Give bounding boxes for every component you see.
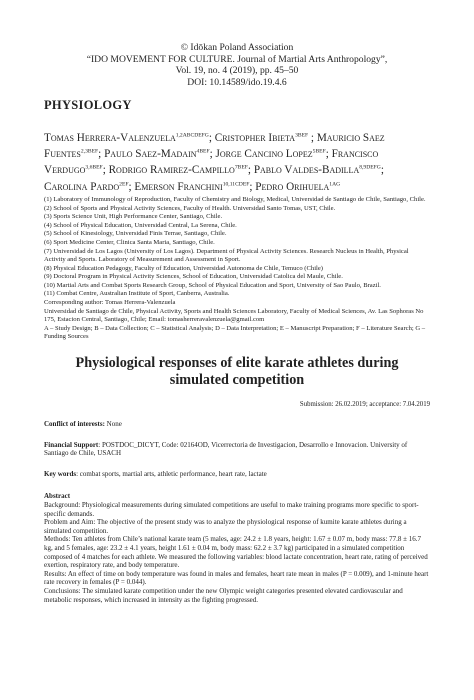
author-affiliation-marks: 7BEF: [234, 164, 248, 171]
author-affiliation-marks: 10,11CDEF: [222, 180, 250, 187]
author: [44, 132, 215, 144]
abstract-methods: Methods: Ten athletes from Chile’s national karate team (5 males, age: 24.2 ± 1.8 years, height: 1.67 ± 0.07 m, body mass: 77.8 ± 16.7 kg, and 5 females, age: 23.2 ± 4.1 years, height 1.61 ± 0.04 m, body mass: 62.2 ± 3.7 kg) participated in a simulated competition composed of 4 matches for each athlete. We measured the following variables: blood lactate concentration, heart rate, rating of perceived exertion, respiratory rate, and body temperature.: [44, 535, 428, 570]
author-name: Jorge Cancino Lopez: [215, 148, 313, 161]
author-name: Tomas Herrera-Valenzuela: [44, 132, 176, 145]
author-separator: ;: [380, 164, 384, 177]
submission-dates: Submission: 26.02.2019; acceptance: 7.04.2019: [299, 401, 430, 409]
conflict-value: None: [104, 420, 122, 429]
section-heading: PHYSIOLOGY: [44, 98, 132, 113]
author-affiliation-marks: 5BEF: [312, 148, 326, 155]
author-name: Pedro Orihuela: [255, 180, 330, 193]
author-separator: ;: [208, 132, 215, 145]
author-name: Mauricio Saez Fuentes: [44, 132, 385, 161]
abstract-results: Results: An effect of time on body temperature was found in males and females, heart rate mean in males (P = 0.009), and 1-minute heart rate recovery in females (P = 0.044).: [44, 569, 429, 587]
author-separator: ;: [247, 164, 252, 177]
conflict-label: Conflict of interests:: [44, 420, 105, 429]
corresponding-address: Universidad de Santiago de Chile, Physical Activity, Sports and Health Sciences Laboratory, Faculty of Medical Sciences, Av. Las Sophoras No 175, Estacion Central, Santiago, Chile; Email: tomasherreravalenzuela@gmail.com: [44, 307, 424, 324]
author-affiliation-marks: 2EF: [119, 180, 129, 187]
author-separator: ;: [209, 148, 216, 161]
contribution-legend: A – Study Design; B – Data Collection; C – Statistical Analysis; D – Data Interpretation; E – Manuscript Preparation; F – Literature Search; G – Funding Sources: [44, 324, 426, 341]
author: [104, 148, 215, 160]
author-separator: ;: [98, 148, 105, 161]
abstract: [44, 492, 430, 604]
journal-name: “IDO MOVEMENT FOR CULTURE. Journal of Martial Arts Anthropology”,: [86, 53, 388, 65]
author-list: [44, 129, 430, 194]
volume-info: Vol. 19, no. 4 (2019), pp. 45–50: [175, 65, 299, 77]
author-name: Francisco Verdugo: [44, 148, 379, 177]
affiliation: (2) School of Sports and Physical Activity Sciences, Faculty of Health. Universidad Santo Tomas, UST, Chile.: [44, 204, 336, 212]
author-affiliation-marks: 1AG: [329, 180, 341, 187]
author-affiliation-marks: 3BEF: [295, 132, 309, 139]
affiliation: (9) Doctoral Program in Physical Activity Sciences, School of Education, Universidad Catolica del Maule, Chile.: [44, 273, 343, 281]
author: [216, 148, 329, 160]
journal-header: [44, 0, 430, 88]
author-separator: ;: [102, 164, 109, 177]
author-affiliation-marks: 1,2ABCDEFG: [175, 132, 209, 139]
author-separator: ;: [249, 180, 253, 193]
author: [109, 164, 251, 176]
abstract-problem: Problem and Aim: The objective of the present study was to analyze the physiological response of kumite karate athletes during a simulated competition.: [44, 518, 407, 535]
author: [134, 181, 252, 193]
abstract-conclusions: Conclusions: The simulated karate competition under the new Olympic weight categories presented elevated cardiovascular and metabolic responses, which increased in intensity as the fighting progressed.: [44, 586, 403, 604]
author-name: Paulo Saez-Madain: [104, 148, 197, 161]
author-affiliation-marks: 8,9DEFG: [359, 164, 381, 171]
author-name: Cristopher Ibieta: [214, 132, 296, 145]
funding-value: : POSTDOC_DICYT, Code: 02164OD, Vicerrectoria de Investigacion, Desarrollo e Innovacion. University of Santiago de Chile, USACH: [44, 440, 408, 458]
corresponding-author: Corresponding author: Tomas Herrera-Valenzuela: [44, 299, 176, 307]
doi: DOI: 10.14589/ido.19.4.6: [187, 76, 287, 88]
keywords: [44, 470, 430, 479]
affiliation: (4) School of Physical Education, Universidad Central, La Serena, Chile.: [44, 221, 237, 229]
author: [215, 132, 314, 144]
author-name: Rodrigo Ramirez-Campillo: [108, 164, 235, 177]
author-name: Pablo Valdes-Badilla: [253, 164, 360, 177]
conflict-of-interests: [44, 420, 430, 429]
affiliation: (8) Physical Education Pedagogy, Faculty of Education, Universidad Autonoma de Chile, Temuco (Chile): [44, 264, 323, 272]
copyright-line: © Idōkan Poland Association: [180, 42, 294, 53]
author-affiliation-marks: 2,3BEF: [80, 148, 99, 155]
affiliation: (1) Laboratory of Immunology of Reproduction, Faculty of Chemistry and Biology, Medical, Universidad de Santiago de Chile, Santiago, Chile.: [44, 195, 426, 203]
affiliation: (7) Universidad de Los Lagos (University of Los Lagos). Department of Physical Activity Sciences. Research Nucleus in Health, Physical Activity and Sports. Laboratory of Measurement and Assessment in Sport.: [44, 247, 409, 264]
author-separator: ;: [128, 180, 135, 193]
author-affiliation-marks: 4BEF: [196, 148, 210, 155]
keywords-label: Key words: [44, 469, 77, 478]
affiliation: (11) Combat Centre, Australian Institute of Sport, Canberra, Australia.: [44, 290, 230, 298]
author-name: Emerson Franchini: [134, 180, 223, 193]
affiliation: (6) Sport Medicine Center, Clinica Santa Maria, Santiago, Chile.: [44, 238, 215, 246]
affiliation: (10) Martial Arts and Combat Sports Research Group, School of Physical Education and Sport, University of Sao Paulo, Brazil.: [44, 281, 381, 289]
author: [44, 181, 134, 193]
author-separator: ;: [325, 148, 329, 161]
keywords-value: : combat sports, martial arts, athletic performance, heart rate, lactate: [76, 469, 267, 478]
funding-label: Financial Support: [44, 440, 99, 449]
affiliation: (3) Sports Science Unit, High Performance Center, Santiago, Chile.: [44, 213, 223, 221]
affiliation: (5) School of Kinesiology, Universidad Finis Terrae, Santiago, Chile.: [44, 230, 227, 238]
financial-support: [44, 441, 430, 458]
author-separator: ;: [308, 132, 315, 145]
abstract-heading: Abstract: [44, 492, 71, 501]
author-affiliation-marks: 3,6BEF: [85, 164, 103, 171]
article-title: Physiological responses of elite karate athletes during simulated competition: [75, 355, 399, 389]
author: [255, 181, 340, 193]
author-name: Carolina Pardo: [44, 180, 120, 193]
author: [254, 164, 384, 176]
affiliations: [44, 196, 430, 342]
abstract-background: Background: Physiological measurements during simulated competitions are useful to make training programs more specific to sport-specific demands.: [44, 501, 419, 518]
